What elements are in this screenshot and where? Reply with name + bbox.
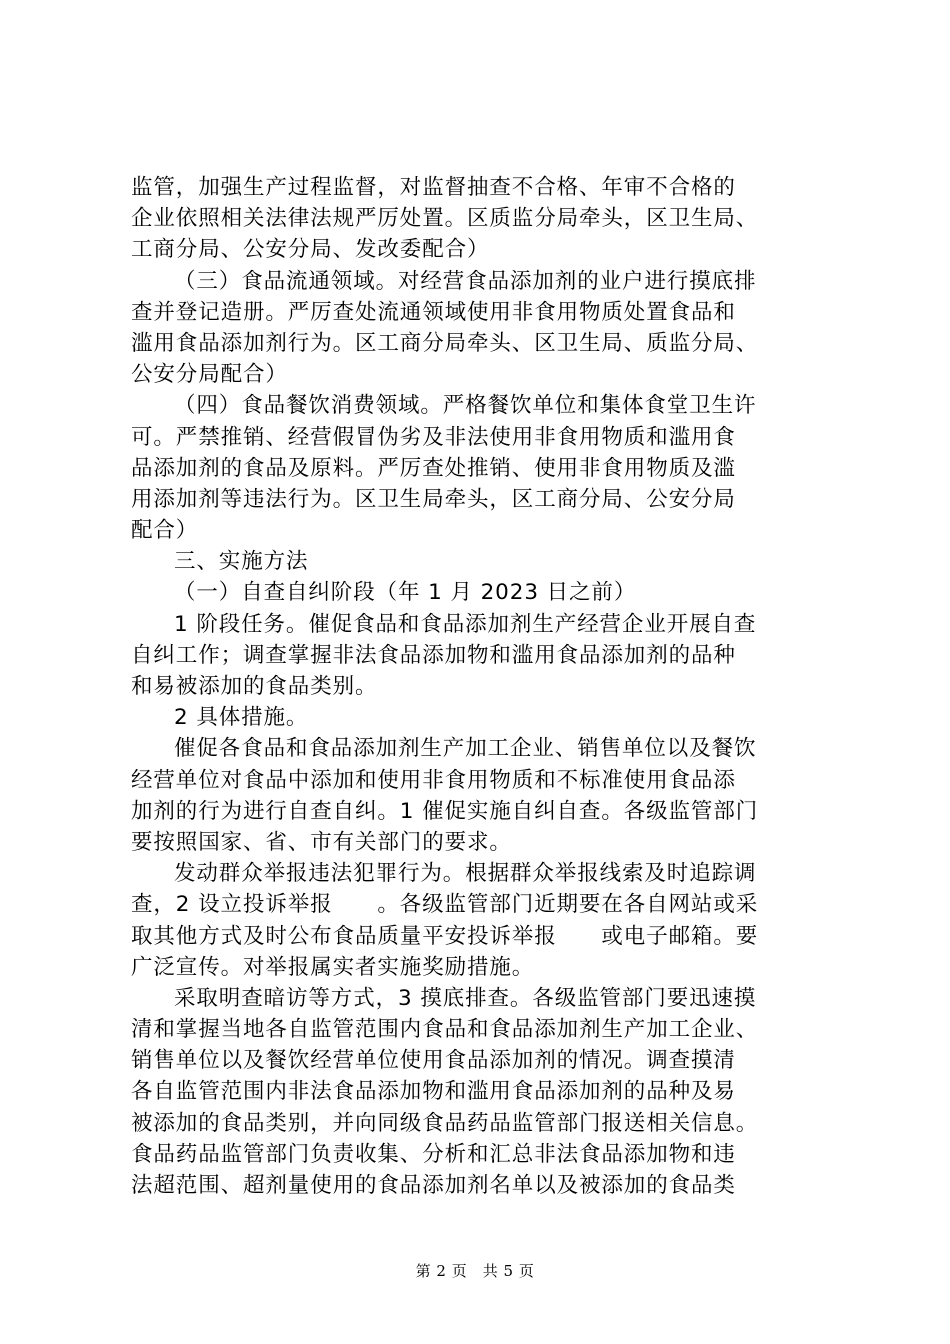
text-line: 2 具体措施。 — [174, 705, 309, 731]
text-line: 1 阶段任务。催促食品和食品添加剂生产经营企业开展自查 — [174, 611, 757, 637]
text-line: 工商分局、公安分局、发改委配合） — [131, 237, 490, 263]
text-line: 清和掌握当地各自监管范围内食品和食品添加剂生产加工企业、 — [131, 1017, 759, 1043]
text-line: 滥用食品添加剂行为。区工商分局牵头、区卫生局、质监分局、 — [131, 330, 759, 356]
text-line: 公安分局配合） — [131, 362, 288, 388]
text-line: 用添加剂等违法行为。区卫生局牵头，区工商分局、公安分局 — [131, 486, 736, 512]
text-line: 取其他方式及时公布食品质量平安投诉举报 或电子邮箱。要 — [131, 923, 759, 949]
text-line: 加剂的行为进行自查自纠。1 催促实施自纠自查。各级监管部门 — [131, 798, 759, 824]
text-line: 自纠工作；调查掌握非法食品添加物和滥用食品添加剂的品种 — [131, 642, 736, 668]
text-line: 采取明查暗访等方式，3 摸底排查。各级监管部门要迅速摸 — [174, 985, 757, 1011]
text-line: 发动群众举报违法犯罪行为。根据群众举报线索及时追踪调 — [174, 861, 757, 887]
text-line: 企业依照相关法律法规严厉处置。区质监分局牵头，区卫生局、 — [131, 206, 759, 232]
text-line: 和易被添加的食品类别。 — [131, 674, 378, 699]
text-line: （三）食品流通领域。对经营食品添加剂的业户进行摸底排 — [174, 268, 757, 294]
text-line: 广泛宣传。对举报属实者实施奖励措施。 — [131, 954, 535, 980]
text-line: 可。严禁推销、经营假冒伪劣及非法使用非食用物质和滥用食 — [131, 424, 736, 450]
text-line: 查，2 设立投诉举报 。各级监管部门近期要在各自网站或采 — [131, 892, 759, 918]
text-line: 经营单位对食品中添加和使用非食用物质和不标准使用食品添 — [131, 767, 736, 793]
text-line: 查并登记造册。严厉查处流通领域使用非食用物质处置食品和 — [131, 299, 736, 325]
text-line: 监管，加强生产过程监督，对监督抽查不合格、年审不合格的 — [131, 175, 736, 200]
text-line: 各自监管范围内非法食品添加物和滥用食品添加剂的品种及易 — [131, 1079, 736, 1105]
text-line: 法超范围、超剂量使用的食品添加剂名单以及被添加的食品类 — [131, 1173, 736, 1198]
text-line: 要按照国家、省、市有关部门的要求。 — [131, 829, 512, 855]
text-line: 配合） — [131, 518, 199, 544]
text-line: （四）食品餐饮消费领域。严格餐饮单位和集体食堂卫生许 — [174, 393, 757, 419]
text-line: 三、实施方法 — [174, 549, 309, 575]
text-line: 食品药品监管部门负责收集、分析和汇总非法食品添加物和违 — [131, 1141, 736, 1167]
text-line: 销售单位以及餐饮经营单位使用食品添加剂的情况。调查摸清 — [131, 1048, 736, 1074]
text-line: 品添加剂的食品及原料。严厉查处推销、使用非食用物质及滥 — [131, 455, 736, 481]
text-line: （一）自查自纠阶段（年 1 月 2023 日之前） — [174, 580, 637, 606]
document-body — [131, 172, 831, 1201]
text-line: 催促各食品和食品添加剂生产加工企业、销售单位以及餐饮 — [174, 736, 757, 762]
page-footer: 第 2 页 共 5 页 — [415, 1262, 535, 1280]
text-line: 被添加的食品类别，并向同级食品药品监管部门报送相关信息。 — [131, 1110, 759, 1136]
